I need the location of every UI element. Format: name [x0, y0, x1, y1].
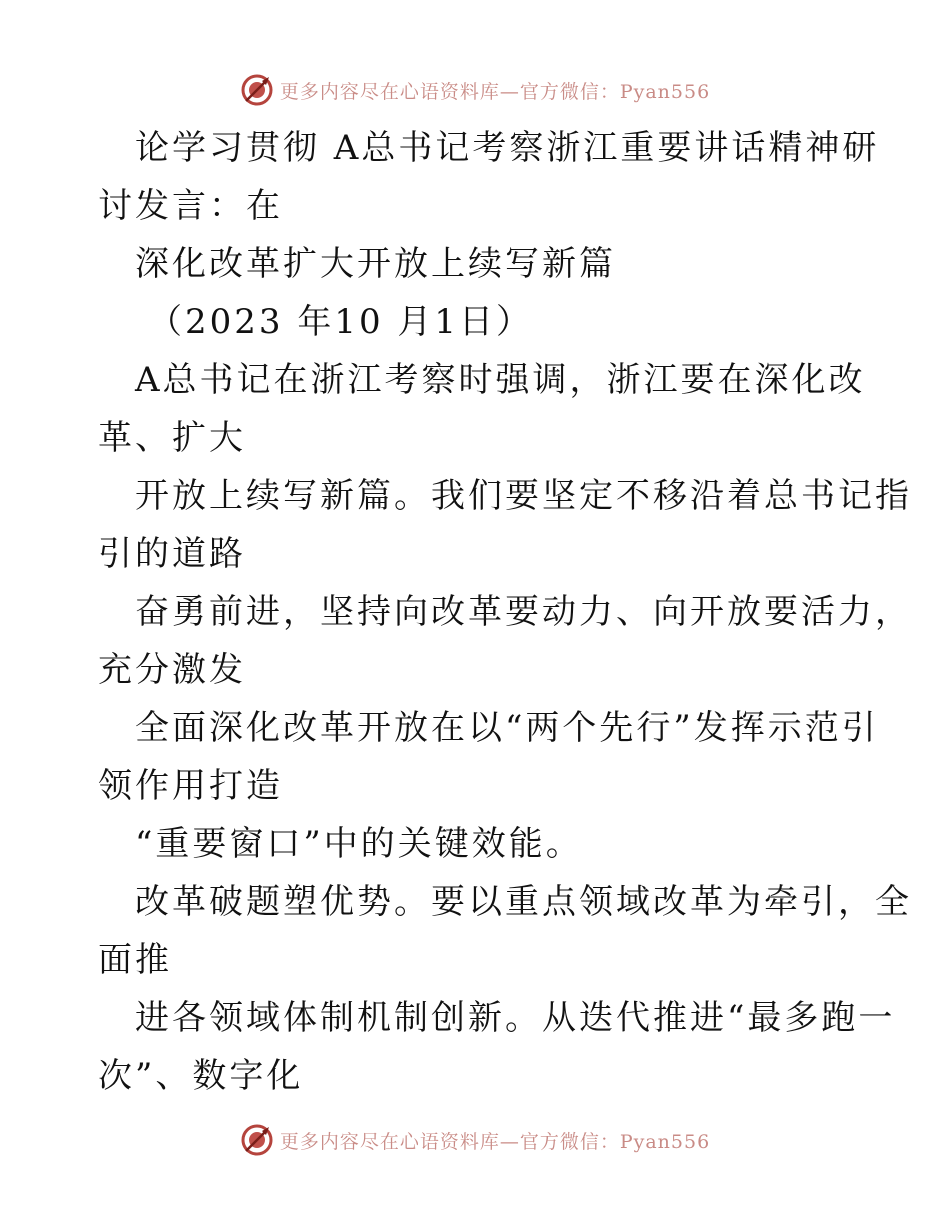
doc-line: 革、扩大 [98, 418, 246, 458]
doc-line: A总书记在浙江考察时强调，浙江要在深化改 [135, 360, 866, 400]
watermark-text: 更多内容尽在心语资料库—官方微信：Pyan556 [279, 1130, 711, 1153]
doc-line: 全面深化改革开放在以“两个先行”发挥示范引 [135, 708, 879, 748]
doc-line: 奋勇前进，坚持向改革要动力、向开放要活力， [135, 592, 912, 632]
doc-line: 次”、数字化 [98, 1056, 304, 1096]
doc-line: 深化改革扩大开放上续写新篇 [135, 244, 616, 284]
footer-watermark-banner [0, 1120, 950, 1160]
watermark-text: 更多内容尽在心语资料库—官方微信：Pyan556 [279, 80, 711, 103]
doc-line: 论学习贯彻 A总书记考察浙江重要讲话精神研 [135, 128, 880, 168]
doc-line: 改革破题塑优势。要以重点领域改革为牵引，全 [135, 882, 912, 922]
doc-line: 充分激发 [98, 650, 246, 690]
doc-line: （2023 年10 月1日） [148, 302, 534, 342]
doc-line: 进各领域体制机制创新。从迭代推进“最多跑一 [135, 998, 896, 1038]
doc-line: 面推 [98, 940, 172, 980]
doc-line: 领作用打造 [98, 766, 283, 806]
doc-line: “重要窗口”中的关键效能。 [135, 824, 583, 864]
doc-line: 讨发言：在 [98, 186, 283, 226]
doc-line: 引的道路 [98, 534, 246, 574]
quill-badge-icon [240, 1123, 274, 1157]
doc-line: 开放上续写新篇。我们要坚定不移沿着总书记指 [135, 476, 912, 516]
